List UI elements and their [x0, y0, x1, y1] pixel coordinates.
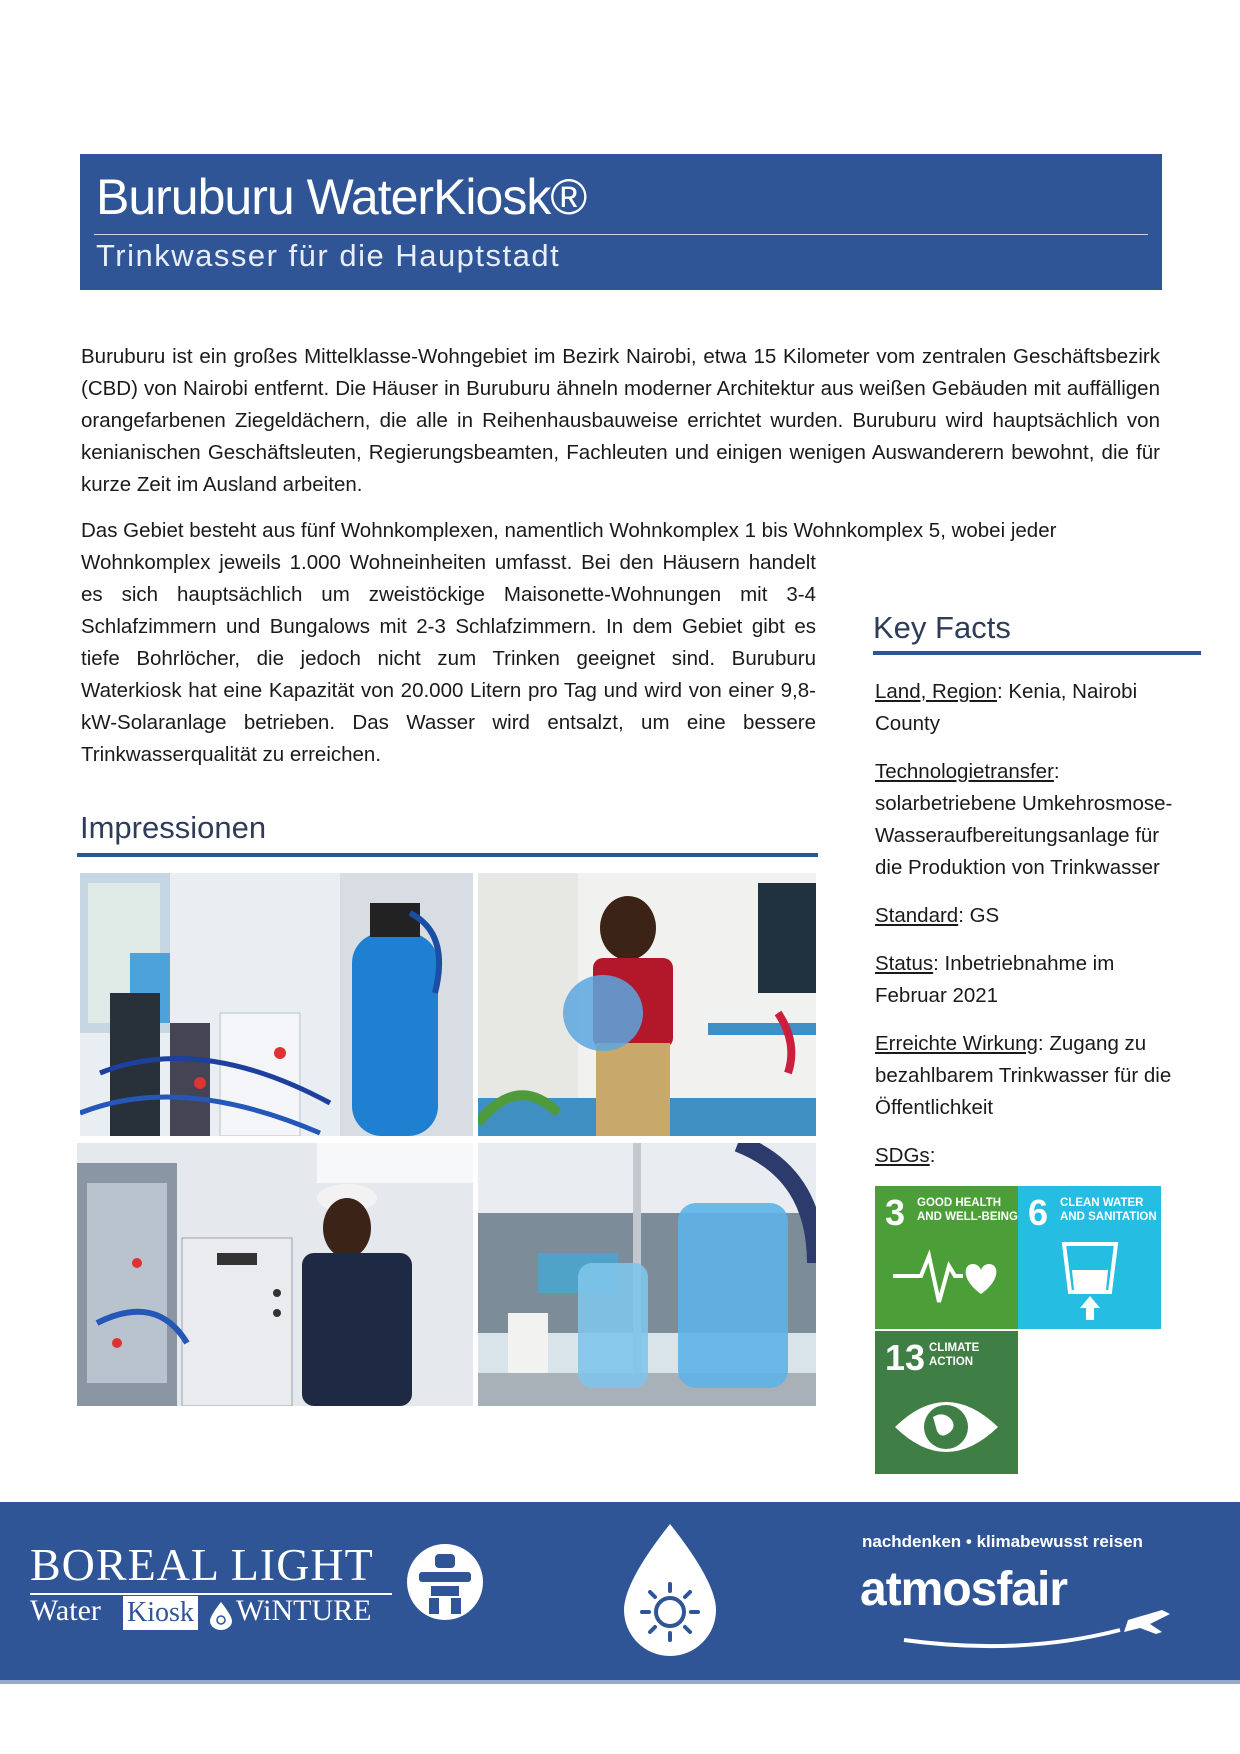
- winture-text: WiNTURE: [236, 1594, 372, 1627]
- atmosfair-logo-text: atmosfair: [860, 1563, 1068, 1616]
- fact-standard: [875, 900, 1175, 932]
- sdg-3-text: GOOD HEALTH AND WELL-BEING: [917, 1197, 1018, 1223]
- fact-status: [875, 948, 1175, 1012]
- sdg-13-text: CLIMATE ACTION: [929, 1342, 980, 1368]
- fact-sdgs-label: SDGs: [875, 1144, 930, 1167]
- photo-water-treatment-plant: [80, 873, 473, 1136]
- inukshuk-logo-icon: [405, 1542, 485, 1622]
- winture-drop-icon: [208, 1600, 234, 1630]
- fact-tech-label: Technologietransfer: [875, 760, 1054, 783]
- sdg-3-number: 3: [885, 1192, 906, 1233]
- waterkiosk-kiosk-text: Kiosk: [123, 1596, 198, 1630]
- title-banner: [80, 154, 1162, 290]
- intro-paragraph: Buruburu ist ein großes Mittelklasse-Wohngebiet im Bezirk Nairobi, etwa 15 Kilometer vom zentralen Geschäftsbezirk (CBD) von Nairobi entfernt. Die Häuser in Buruburu ähneln moderner Architektur aus weißen Gebäuden mit auffälligen orangefarbenen Ziegeldächern, die alle in Reihenhausbauweise errichtet wurden. Buruburu wird hauptsächlich von kenianischen Geschäftsleuten, Regierungsbeamten, Fachleuten und einigen wenigen Auswanderern bewohnt, die für kurze Zeit im Ausland arbeiten.: [81, 345, 1160, 496]
- sdg-13-tile: [875, 1331, 1018, 1474]
- page-subtitle: Trinkwasser für die Hauptstadt: [96, 238, 561, 273]
- boreal-light-logo-text: BOREAL LIGHT: [30, 1539, 374, 1590]
- fact-land-region: [875, 676, 1175, 740]
- fact-impact: [875, 1028, 1175, 1124]
- fact-status-label: Status: [875, 952, 934, 975]
- key-facts-rule: [873, 651, 1201, 655]
- fact-technology: [875, 756, 1175, 884]
- photo-bottle-filling-station: [478, 1143, 816, 1406]
- fact-sdgs: [875, 1140, 1175, 1172]
- sdg-6-text: CLEAN WATER AND SANITATION: [1060, 1197, 1157, 1223]
- fact-sdgs-suffix: :: [929, 1144, 936, 1167]
- sdg-6-number: 6: [1028, 1192, 1049, 1233]
- fact-land-label: Land, Region: [875, 680, 997, 703]
- complex-paragraph: Wohnkomplex jeweils 1.000 Wohneinheiten umfasst. Bei den Häusern handelt es sich hauptsächlich um zweistöckige Maisonette-Wohnungen mit 3-4 Schlafzimmern und Bungalows mit 2-3 Schlafzimmern. In dem Gebiet gibt es tiefe Bohrlöcher, die jedoch nicht zum Trinken geeignet sind. Buruburu Waterkiosk hat eine Kapazität von 20.000 Litern pro Tag und wird von einer 9,8-kW-Solaranlage betrieben. Das Wasser wird entsalzt, um eine bessere Trinkwasserqualität zu erreichen.: [81, 551, 816, 766]
- eye-globe-icon: [891, 1381, 1002, 1467]
- impressions-heading: Impressionen: [80, 810, 267, 845]
- fact-impact-value: : Zugang zu bezahlbarem Trinkwasser für die Öffentlichkeit: [875, 1032, 1172, 1119]
- page-title: Buruburu WaterKiosk®: [96, 169, 587, 225]
- fact-tech-value: : solarbetriebene Umkehrosmose-Wasseraufbereitungsanlage für die Produktion von Trinkwasser: [875, 760, 1173, 879]
- heartbeat-icon: [891, 1236, 1002, 1322]
- fact-land-value: : Kenia, Nairobi County: [875, 680, 1138, 735]
- sdg-6-tile: [1018, 1186, 1161, 1329]
- fact-status-value: : Inbetriebnahme im Februar 2021: [875, 952, 1115, 1007]
- title-divider: [94, 234, 1148, 235]
- impressions-rule: [77, 853, 818, 857]
- complex-paragraph-first-line: Das Gebiet besteht aus fünf Wohnkomplexen, namentlich Wohnkomplex 1 bis Wohnkomplex 5, wobei jeder: [81, 519, 1057, 542]
- water-drop-sun-logo-icon: [620, 1520, 720, 1660]
- fact-impact-label: Erreichte Wirkung: [875, 1032, 1038, 1055]
- photo-man-with-water-bottle: [478, 873, 816, 1136]
- footer-bottom-rule: [0, 1680, 1240, 1684]
- fact-standard-value: : GS: [958, 904, 1000, 927]
- sdg-3-tile: [875, 1186, 1018, 1329]
- atmosfair-tagline: nachdenken • klimabewusst reisen: [862, 1532, 1143, 1551]
- water-glass-icon: [1034, 1236, 1145, 1322]
- key-facts-list: [875, 676, 1175, 1188]
- photo-official-at-control-panel: [77, 1143, 473, 1406]
- atmosfair-swoosh-plane-icon: [900, 1610, 1200, 1656]
- sdg-13-number: 13: [885, 1337, 926, 1378]
- waterkiosk-water-text: Water: [30, 1594, 101, 1627]
- fact-standard-label: Standard: [875, 904, 959, 927]
- footer-band: [0, 1502, 1240, 1680]
- key-facts-heading: Key Facts: [873, 610, 1011, 645]
